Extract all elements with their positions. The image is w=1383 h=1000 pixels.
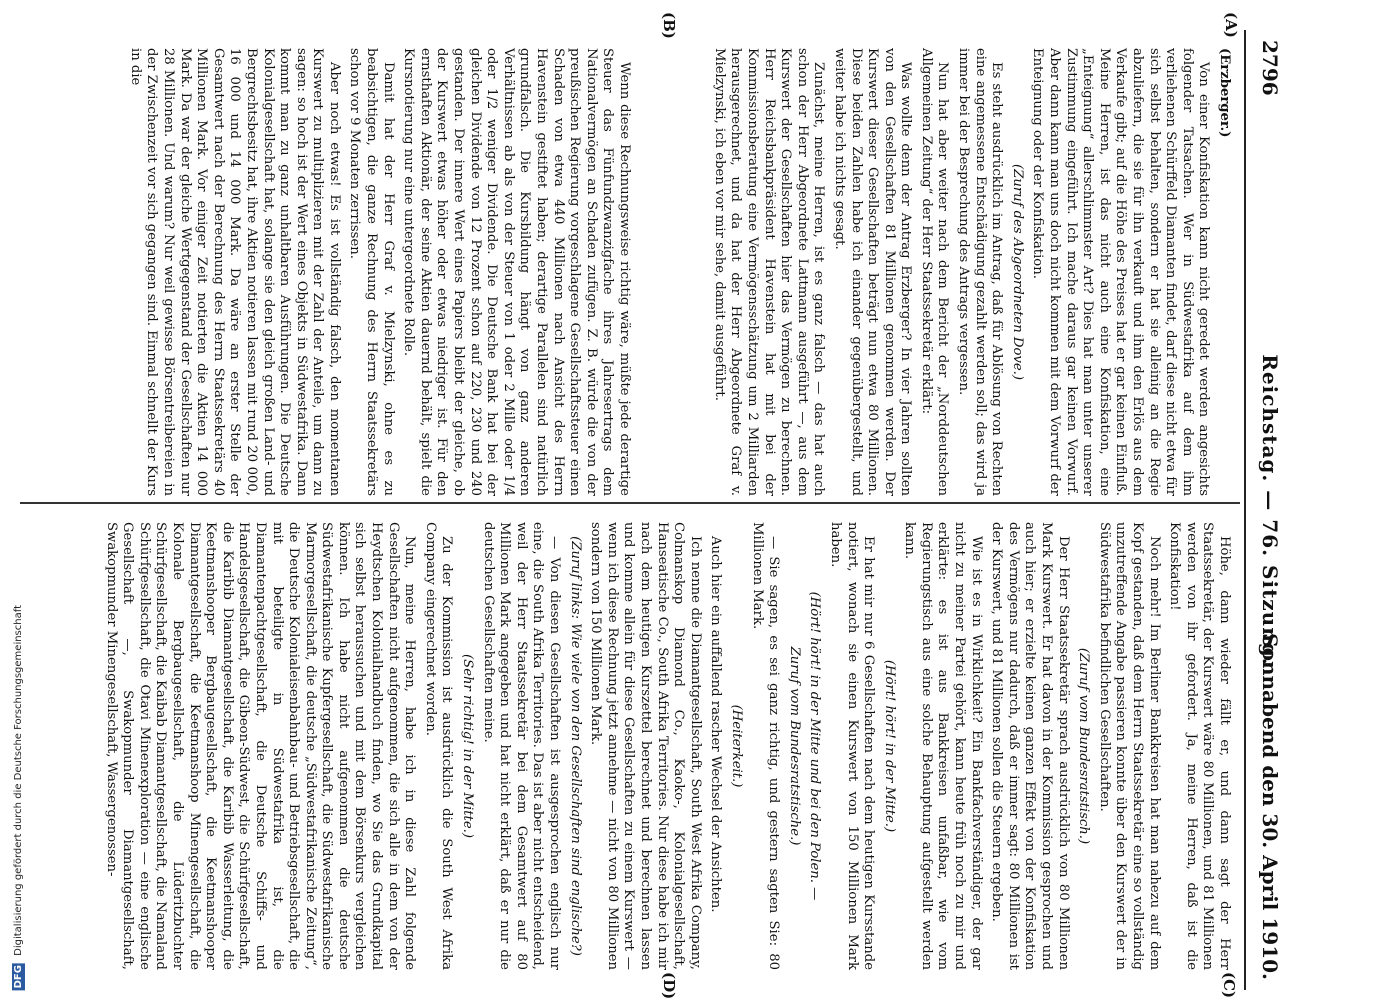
interjection: (Sehr richtig! in der Mitte.) [460,654,476,838]
paragraph: Zu der Kommission ist ausdrücklich die South West Afrika Company eingerechnet worden. [422,522,455,970]
rotated-newspaper-page [10,0,1290,1000]
column-divider [20,502,1240,504]
margin-mark-b: (B) [660,12,678,39]
margin-mark-d: (D) [660,972,678,1000]
paragraph: Der Herr Staatssekretär sprach ausdrücklich von 80 Millionen Mark Kurswert. Er hat davon in der Kommission gesprochen und auch hier; er erzielte keinen ganzen Effekt von der Konfiskation des Vermögens nur dadurch, daß er immer sagt: 80 Millionen ist der Kurswert, und 81 Millionen sollen die Steuern ergeben. [989,522,1071,970]
paragraph: Damit hat der Herr Graf v. Mielzynski, ohne es zu beabsichtigen, die ganze Rechnung des Herrn Staatssekretärs schon vor 9 Monaten zerrissen. [347,48,396,496]
margin-mark-a: (A) [1222,12,1240,38]
page-number: 2796 [1258,40,1282,96]
paragraph: — Sie sagen, es sei ganz richtig, und gestern sagten Sie: 80 Millionen Mark. [749,522,782,970]
paragraph: Von einer Konfiskation kann nicht geredet werden angesichts folgender Tatsachen. Wer in Südwestafrika auf dem ihm verliehenen Schürffeld Diamanten findet, darf diese nicht etwa für sich selbst behalten, sondern er hat sie alleinig an die Regie abzuliefern, die sie für ihn verkauft und ihm den Erlös aus dem Verkaufe gibt; auf die Höhe des Preises hat er gar keinen Einfluß. Meine Herren, ist das nicht auch eine Konfiskation, eine „Enteignung“ allerschlimmster Art? Dies hat man unter unserer Zustimmung eingeführt. Ich mache daraus gar keinen Vorwurf. Aber dann kann man uns doch nicht kommen mit dem Vorwurf der Enteignung oder der Konfiskation. [1030,48,1212,496]
header-rule [1244,30,1246,990]
left-column [127,48,1232,496]
speaker-label: (Erzberger.) [1217,48,1232,138]
paragraph: Nun hat aber weiter nach dem Bericht der „Norddeutschen Allgemeinen Zeitung“ der Herr Staatssekretär erklärt: [918,48,951,496]
interjection: Zuruf vom Bundesratstische.) [786,646,802,846]
paragraph: Höhe, dann wieder fällt er, und dann sagt der Herr Staatssekretär, der Kurswert wäre 80 Millionen, und 81 Millionen werden von ihr gefordert. Ja, meine Herren, daß ist die Konfiskation! [1167,522,1232,970]
paragraph: Zunächst, meine Herren, ist es ganz falsch — das hat auch schon der Herr Abgeordnete Lattmann ausgeführt —, aus dem Kurswert der Gesellschaften hier das Vermögen zu berechnen. Herr Reichsbankpräsident Havenstein hat mit bei der Kommissionsberatung eine Vermögensschätzung um 2 Milliarden herausgerechnet, und da hat der Herr Abgeordnete Graf v. Mielzynski, ich eben vor mir sehe, damit ausgeführt. [711,48,827,496]
paragraph: Wie ist es in Wirklichkeit? Ein Bankfachverständiger, der gar nicht zu meiner Partei gehört, kann heute früh noch zu mir und erklärte: es ist aus Bankkreisen unfaßbar, wie vom Regierungstisch aus eine solche Behauptung aufgestellt werden kann. [902,522,984,970]
interjection: (Heiterkeit.) [728,704,744,788]
right-column [98,522,1232,970]
quoted-paragraph: Was wollte denn der Antrag Erzberger? In vier Jahren sollten von den Gesellschaften 81 Millionen genommen werden. Der Kurswert dieser Gesellschaften beträgt nun etwa 80 Millionen. Diese beiden Zahlen habe ich einander gegenübergestellt, und weiter habe ich nichts gesagt. [831,48,914,496]
paragraph: Ich nenne die Diamantgesellschaft, South West Afrika Company, Colmanskop Diamond Co., Kaoko-, Kolonialgesellschaft, Hanseatische Co., South Afrika Territories. Nur diese habe ich mir nach dem heutigen Kurszettel berechnet und berechnen lassen und komme allein für diese Gesellschaften zu einem Kurswert — wenn ich diese Rechnung jetzt annehme — nicht von 80 Millionen sondern von 150 Millionen Mark. [588,522,703,970]
digitization-credit [12,605,25,990]
margin-mark-c: (C) [1220,972,1238,999]
left-column-lower [122,48,632,496]
paragraph: Noch mehr! Im Berliner Bankkreisen hat man nahezu auf dem Kopf gestanden, daß dem Herrn Staatssekretär eine so vollständig unzutreffende Angabe passieren konnte über den Kurswert der in Südwestafrika befindlichen Gesellschaften. [1096,522,1162,970]
paragraph: Auch hier ein auffallend rascher Wechsel der Ansichten. [708,536,724,913]
paragraph: Er hat mir nur 6 Gesellschaften nach dem heutigen Kursstande notiert, wonach sie einen Kurswert von 150 Millionen Mark haben. [827,522,877,970]
interjection: (Hört! hört! in der Mitte.) [881,659,897,833]
page-title: Reichstag. — 76. Sitzung. [1258,354,1282,666]
page-header [1248,40,1282,980]
paragraph: Nun, meine Herren, habe ich in diese Zahl folgende Gesellschaften nicht aufgenommen, die sich alle in dem von der Heydtschen Kolonialhandbuch finden, wo Sie das Grundkapital sich selbst heraussuchen und mit dem Börsenkurs vergleichen können. Ich habe nicht aufgenommen die deutsche Südwestafrikanische Kupfergesellschaft, die Südwestafrikanische Marmorgesellschaft, die deutsche „Südwestafrikanische Zeitung“, die Deutsche Kolonialeisenbahnbau- und Betriebsgesellschaft, die mit beteiligte in Südwestafrika ist, die Diamantenpachtgesellschaft, die Deutsche Schiffs- und Handelsgesellschaft, die Gibeon-Südwest, die Schürfgesellschaft, die Karibib Diamantgesellschaft, die Karibib Wasserleitung, die Keetmanshooper Bergbaugesellschaft, die Keetmanshooper Diamantgesellschaft, die Keetmanshoop Minengesellschaft, die Kolonale Bergbaugesellschaft, die Lüderitzbuchter Schürfgesellschaft, die Kaibab Diamantgesellschaft, die Namaland Schürfgesellschaft, die Otavi Minenexploration — eine englische Gesellschaft —, Swakopmunder Diamantgesellschaft, Swakopmunder Minengesellschaft, Wassergenossen- [103,522,418,970]
credit-text: Digitalisierung gefördert durch die Deutsche Forschungsgemeinschaft [13,604,24,956]
interjection: (Zuruf des Abgeordneten Dove.) [1009,164,1025,380]
interjection: (Zuruf vom Bundesratstisch.) [1076,647,1092,845]
paragraph: — Von diesen Gesellschaften ist ausgesprochen englisch nur eine, die South Afrika Territories. Das ist aber nicht entscheidend, weil der Herr Staatssekretär bei dem Gesamtwert auf 80 Millionen Mark angegeben und hat nicht erklärt, daß er nur die deutschen Gesellschaften meine. [480,522,563,970]
paragraph: Es steht ausdrücklich im Antrag, daß für Ablösung von Rechten eine angemessene Entschädigung gezahlt werden soll; das wird ja immer bei der Besprechung des Antrags vergessen. [956,48,1005,496]
dfg-logo: DFG [13,964,24,988]
quoted-paragraph: Wenn diese Rechnungsweise richtig wäre, müßte jede derartige Steuer das Fünfundzwanzigfache ihres Jahresertrags dem Nationalvermögen an Schaden zufügen. Z. B. würde die von der preußischen Regierung vorgeschlagene Gesellschaftssteuer einen Schaden von etwa 440 Millionen nach Ansicht des Herrn Havenstein gestiftet haben; derartige Parallelen sind natürlich grundfalsch. Die Kursbildung hängt von ganz anderen Verhältnissen ab als von der Steuer von 1 oder 2 Mille oder 1/4 oder 1/2 weniger Dividende. Die Deutsche Bank hat bei der gleichen Dividende von 12 Prozent schon auf 220, 230 und 240 gestanden. Der innere Wert eines Papiers bleibt der gleiche, ob der Kurswert etwas höher oder etwas niedriger ist. Für den ernsthaften Aktionär, der seine Aktien dauernd behält, spielt die Kursnotierung nur eine untergeordnete Rolle. [401,48,632,496]
page-date: Sonnabend den 30. April 1910. [1258,633,1282,980]
interjection: (Zuruf links: Wie viele von den Gesellschaften sind englische?) [567,536,583,956]
paragraph: Aber noch etwas! Es ist vollständig falsch, den momentanen Kurswert zu multiplizieren mit der Zahl der Anteile, um dann zu sagen: so hoch ist der Wert eines Objekts in Südwestafrika. Dann kommt man zu ganz unhaltbaren Ausführungen. Die Deutsche Kolonialgesellschaft hat, solange sie den gleich großen Land- und Bergrechtsbesitz hat, ihre Aktien notieren lassen mit rund 20 000, 16 000 und 14 000 Mark. Da wäre an erster Stelle der Gesamtwert nach der Berechnung des Herrn Staatssekretärs 40 Millionen Mark. Vor einiger Zeit notierten die Aktien 14 000 Mark. Da war der gleiche Wertgegenstand der Gesellschaften nur 28 Millionen. Und warum? Nur weil gewisse Börsentreibereien in der Zwischenzeit vor sich gegangen sind. Einmal schnellt der Kurs in die [127,48,342,496]
interjection: (Hört! hört! in der Mitte und bei den Polen. — [807,591,823,901]
